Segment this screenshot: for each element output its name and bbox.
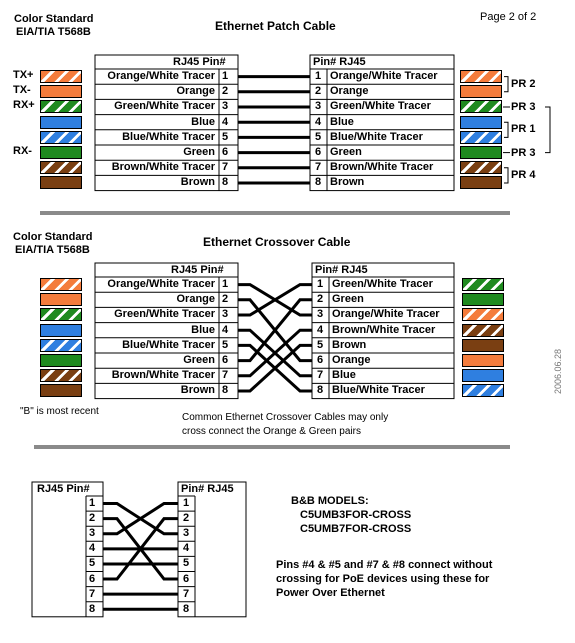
patch-left-wire-name: Orange <box>176 85 215 98</box>
cross-left-col-header: RJ45 Pin# <box>171 264 224 276</box>
bb-right-pin: 2 <box>183 512 190 525</box>
patch-left-pin: 2 <box>222 85 229 98</box>
cross-left-pin: 7 <box>222 369 229 382</box>
pair-label-pr3b: PR 3 <box>511 146 536 159</box>
cross-right-pin: 6 <box>317 354 324 366</box>
bb-right-pin: 3 <box>183 527 190 540</box>
patch-right-pin: 1 <box>315 70 322 82</box>
bb-left-pin: 4 <box>89 542 96 555</box>
cross-right-wire-name: Orange/White Tracer <box>332 308 440 321</box>
patch-left-wire-name: Brown/White Tracer <box>111 161 215 174</box>
standard-line2: EIA/TIA T568B <box>16 26 91 38</box>
patch-right-wire-name: Green <box>330 146 362 158</box>
patch-right-pin: 2 <box>315 85 322 98</box>
crossover-standard-line2: EIA/TIA T568B <box>15 244 90 256</box>
bb-poe-note-line1: Pins #4 & #5 and #7 & #8 connect without <box>276 559 493 571</box>
bb-left-pin: 6 <box>89 572 96 585</box>
bb-left-pin: 7 <box>89 587 96 600</box>
patch-right-wire-name: Green/White Tracer <box>330 100 431 113</box>
cross-left-wire-name: Orange <box>176 293 215 306</box>
cross-left-wire-name: Orange/White Tracer <box>107 278 215 290</box>
patch-right-pin: 6 <box>315 146 322 158</box>
patch-right-wire-name: Orange <box>330 85 369 98</box>
cross-right-pin: 4 <box>317 323 324 336</box>
crossover-standard-line1: Color Standard <box>13 231 93 243</box>
bb-left-col-header: RJ45 Pin# <box>37 483 90 495</box>
cross-left-wire-name: Brown/White Tracer <box>111 369 215 382</box>
bb-left-pin: 2 <box>89 512 96 525</box>
patch-left-pin: 7 <box>222 161 229 174</box>
bb-right-pin: 7 <box>183 587 190 600</box>
patch-left-pin: 5 <box>222 130 229 143</box>
cross-right-wire-name: Orange <box>332 354 371 366</box>
cross-right-wire-name: Blue/White Tracer <box>332 384 425 397</box>
cross-left-wire-name: Brown <box>180 384 215 397</box>
patch-left-wire-name: Green <box>183 146 215 158</box>
patch-left-wire-name: Brown <box>180 176 215 189</box>
patch-left-pin: 8 <box>222 176 229 189</box>
cross-right-pin: 7 <box>317 369 324 382</box>
patch-right-wire-name: Blue/White Tracer <box>330 130 423 143</box>
pair-label-pr4: PR 4 <box>511 168 536 181</box>
cross-left-pin: 1 <box>222 278 229 290</box>
standard-line1: Color Standard <box>14 13 94 25</box>
cross-left-pin: 4 <box>222 323 229 336</box>
patch-right-pin: 3 <box>315 100 322 113</box>
cross-right-wire-name: Green/White Tracer <box>332 278 433 290</box>
patch-left-wire-name: Blue <box>191 115 215 128</box>
cross-right-pin: 8 <box>317 384 324 397</box>
date-stamp: 2006.06.28 <box>553 348 563 394</box>
cross-right-wire-name: Brown <box>332 338 367 351</box>
bb-poe-note <box>276 558 492 600</box>
crossover-note-line2: cross connect the Orange & Green pairs <box>182 426 361 437</box>
cross-right-pin: 3 <box>317 308 324 321</box>
patch-left-pin: 1 <box>222 70 229 82</box>
cross-right-wire-name: Brown/White Tracer <box>332 323 436 336</box>
patch-right-pin: 7 <box>315 161 322 174</box>
bb-poe-note-line2: crossing for PoE devices using these for <box>276 573 490 585</box>
cross-left-wire-name: Green/White Tracer <box>114 308 215 321</box>
patch-right-col-header: Pin# RJ45 <box>313 56 366 68</box>
pair-label-pr1: PR 1 <box>511 123 536 136</box>
pair-label-pr3: PR 3 <box>511 101 536 113</box>
patch-signal-label: TX+ <box>13 69 34 81</box>
bb-model-2: C5UMB7FOR-CROSS <box>300 523 412 535</box>
crossover-title: Ethernet Crossover Cable <box>203 235 351 249</box>
bb-left-pin: 1 <box>89 497 96 509</box>
bb-right-pin: 1 <box>183 497 190 509</box>
cross-left-pin: 3 <box>222 308 229 321</box>
patch-left-pin: 4 <box>222 115 229 128</box>
bb-right-pin: 6 <box>183 572 190 585</box>
bb-right-pin: 4 <box>183 542 190 555</box>
cross-left-wire-name: Blue <box>191 323 215 336</box>
patch-left-pin: 6 <box>222 146 229 158</box>
patch-left-wire-name: Green/White Tracer <box>114 100 215 113</box>
bb-model-1: C5UMB3FOR-CROSS <box>300 509 412 521</box>
cross-left-pin: 5 <box>222 338 229 351</box>
cross-left-pin: 6 <box>222 354 229 366</box>
patch-right-wire-name: Brown/White Tracer <box>330 161 434 174</box>
patch-signal-label: TX- <box>13 84 31 97</box>
bb-right-col-header: Pin# RJ45 <box>181 483 234 495</box>
cross-right-pin: 5 <box>317 338 324 351</box>
bb-left-pin: 8 <box>89 602 96 615</box>
patch-signal-label: RX+ <box>13 99 35 112</box>
patch-right-pin: 4 <box>315 115 322 128</box>
bb-models-title: B&B MODELS: <box>291 495 369 507</box>
patch-left-wire-name: Blue/White Tracer <box>122 130 215 143</box>
cross-left-wire-name: Blue/White Tracer <box>122 338 215 351</box>
bb-left-pin: 3 <box>89 527 96 540</box>
patch-signal-label: RX- <box>13 145 32 157</box>
bb-right-pin: 5 <box>183 557 190 570</box>
page-indicator: Page 2 of 2 <box>480 11 537 23</box>
patch-right-wire-name: Orange/White Tracer <box>330 70 438 82</box>
bb-right-pin: 8 <box>183 602 190 615</box>
cross-right-col-header: Pin# RJ45 <box>315 264 368 276</box>
patch-left-pin: 3 <box>222 100 229 113</box>
crossover-note-line1: Common Ethernet Crossover Cables may only <box>182 412 389 423</box>
cross-right-wire-name: Green <box>332 293 364 306</box>
patch-right-pin: 8 <box>315 176 322 189</box>
cross-right-wire-name: Blue <box>332 369 356 382</box>
patch-right-wire-name: Brown <box>330 176 365 189</box>
cross-left-wire-name: Green <box>183 354 215 366</box>
bb-models <box>291 494 411 536</box>
pair-label-pr2: PR 2 <box>511 77 536 90</box>
cross-left-pin: 8 <box>222 384 229 397</box>
patch-left-wire-name: Orange/White Tracer <box>107 70 215 82</box>
patch-right-pin: 5 <box>315 130 322 143</box>
patch-left-col-header: RJ45 Pin# <box>173 56 226 68</box>
patch-title: Ethernet Patch Cable <box>215 19 336 33</box>
bb-poe-note-line3: Power Over Ethernet <box>276 587 385 599</box>
cross-right-pin: 1 <box>317 278 324 290</box>
cross-right-pin: 2 <box>317 293 324 306</box>
bb-left-pin: 5 <box>89 557 96 570</box>
cross-left-pin: 2 <box>222 293 229 306</box>
note-b-most-recent: "B" is most recent <box>20 406 99 417</box>
patch-right-wire-name: Blue <box>330 115 354 128</box>
